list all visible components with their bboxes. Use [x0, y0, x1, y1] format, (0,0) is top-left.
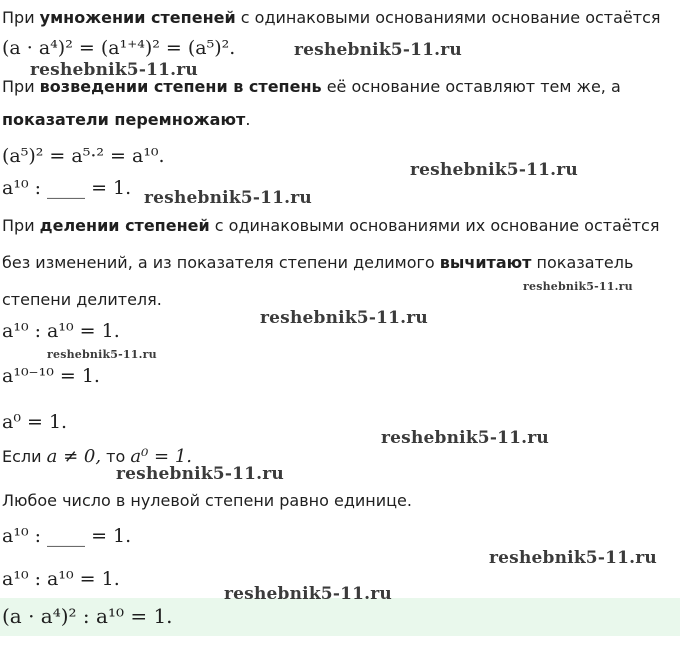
- watermark-text: reshebnik5-11.ru: [224, 584, 392, 604]
- bold-term: показатели перемножают: [2, 110, 246, 129]
- paragraph-division-cont: [2, 253, 633, 273]
- formula-text: (a⁵)² = a⁵·² = a¹⁰.: [2, 145, 165, 167]
- formula-text: (a · a⁴)² : a¹⁰ = 1.: [2, 604, 173, 628]
- formula-text: a¹⁰ : ____ = 1.: [2, 177, 132, 199]
- paragraph-division-end: [2, 290, 162, 310]
- formula-7: [2, 524, 131, 548]
- inline-math: a ≠ 0,: [46, 446, 102, 467]
- paragraph-power-of-power: [2, 77, 621, 97]
- formula-4: [2, 319, 120, 343]
- text-segment: с одинаковыми основаниями их основание остаётся: [209, 216, 660, 235]
- formula-text: a¹⁰ : ____ = 1.: [2, 525, 132, 547]
- text-segment: без изменений, а из показателя степени делимого: [2, 253, 440, 272]
- watermark-text: reshebnik5-11.ru: [144, 188, 312, 208]
- watermark-text: reshebnik5-11.ru: [489, 548, 657, 568]
- formula-text: a¹⁰⁻¹⁰ = 1.: [2, 365, 100, 387]
- formula-6: [2, 410, 67, 434]
- text-segment: Любое число в нулевой степени равно единице.: [2, 491, 412, 510]
- text-segment: то: [101, 447, 131, 466]
- formula-8: [2, 567, 120, 591]
- text-segment: показатель: [531, 253, 634, 272]
- bold-term: возведении степени в степень: [39, 77, 322, 96]
- text-segment: Если: [2, 447, 47, 466]
- watermark-text: reshebnik5-11.ru: [30, 60, 198, 80]
- text-segment: степени делителя.: [2, 290, 162, 309]
- watermark-text: reshebnik5-11.ru: [523, 280, 633, 293]
- formula-5: [2, 364, 100, 388]
- bold-term: делении степеней: [39, 216, 210, 235]
- text-segment: При: [2, 77, 40, 96]
- formula-text: a¹⁰ : a¹⁰ = 1.: [2, 568, 120, 590]
- watermark-text: reshebnik5-11.ru: [294, 40, 462, 60]
- text-segment: с одинаковыми основаниями основание остаётся: [235, 8, 661, 27]
- watermark-text: reshebnik5-11.ru: [410, 160, 578, 180]
- watermark-text: reshebnik5-11.ru: [260, 308, 428, 328]
- text-segment: её основание оставляют тем же, а: [321, 77, 621, 96]
- paragraph-multiplication: [2, 8, 661, 28]
- paragraph-power-of-power-cont: [2, 110, 250, 130]
- formula-text: a¹⁰ : a¹⁰ = 1.: [2, 320, 120, 342]
- formula-3: [2, 176, 131, 200]
- formula-answer: [2, 604, 173, 628]
- bold-term: вычитают: [439, 253, 532, 272]
- paragraph-division: [2, 216, 659, 236]
- inline-math: a⁰ = 1.: [130, 446, 192, 467]
- formula-text: (a · a⁴)² = (a¹⁺⁴)² = (a⁵)².: [2, 37, 236, 59]
- bold-term: умножении степеней: [39, 8, 236, 27]
- text-segment: .: [245, 110, 251, 129]
- watermark-text: reshebnik5-11.ru: [47, 348, 157, 361]
- watermark-text: reshebnik5-11.ru: [381, 428, 549, 448]
- paragraph-zero-power: [2, 491, 412, 511]
- formula-1: [2, 36, 235, 60]
- watermark-text: reshebnik5-11.ru: [116, 464, 284, 484]
- text-segment: При: [2, 8, 40, 27]
- formula-2: [2, 144, 165, 168]
- formula-text: a⁰ = 1.: [2, 411, 68, 433]
- text-segment: При: [2, 216, 40, 235]
